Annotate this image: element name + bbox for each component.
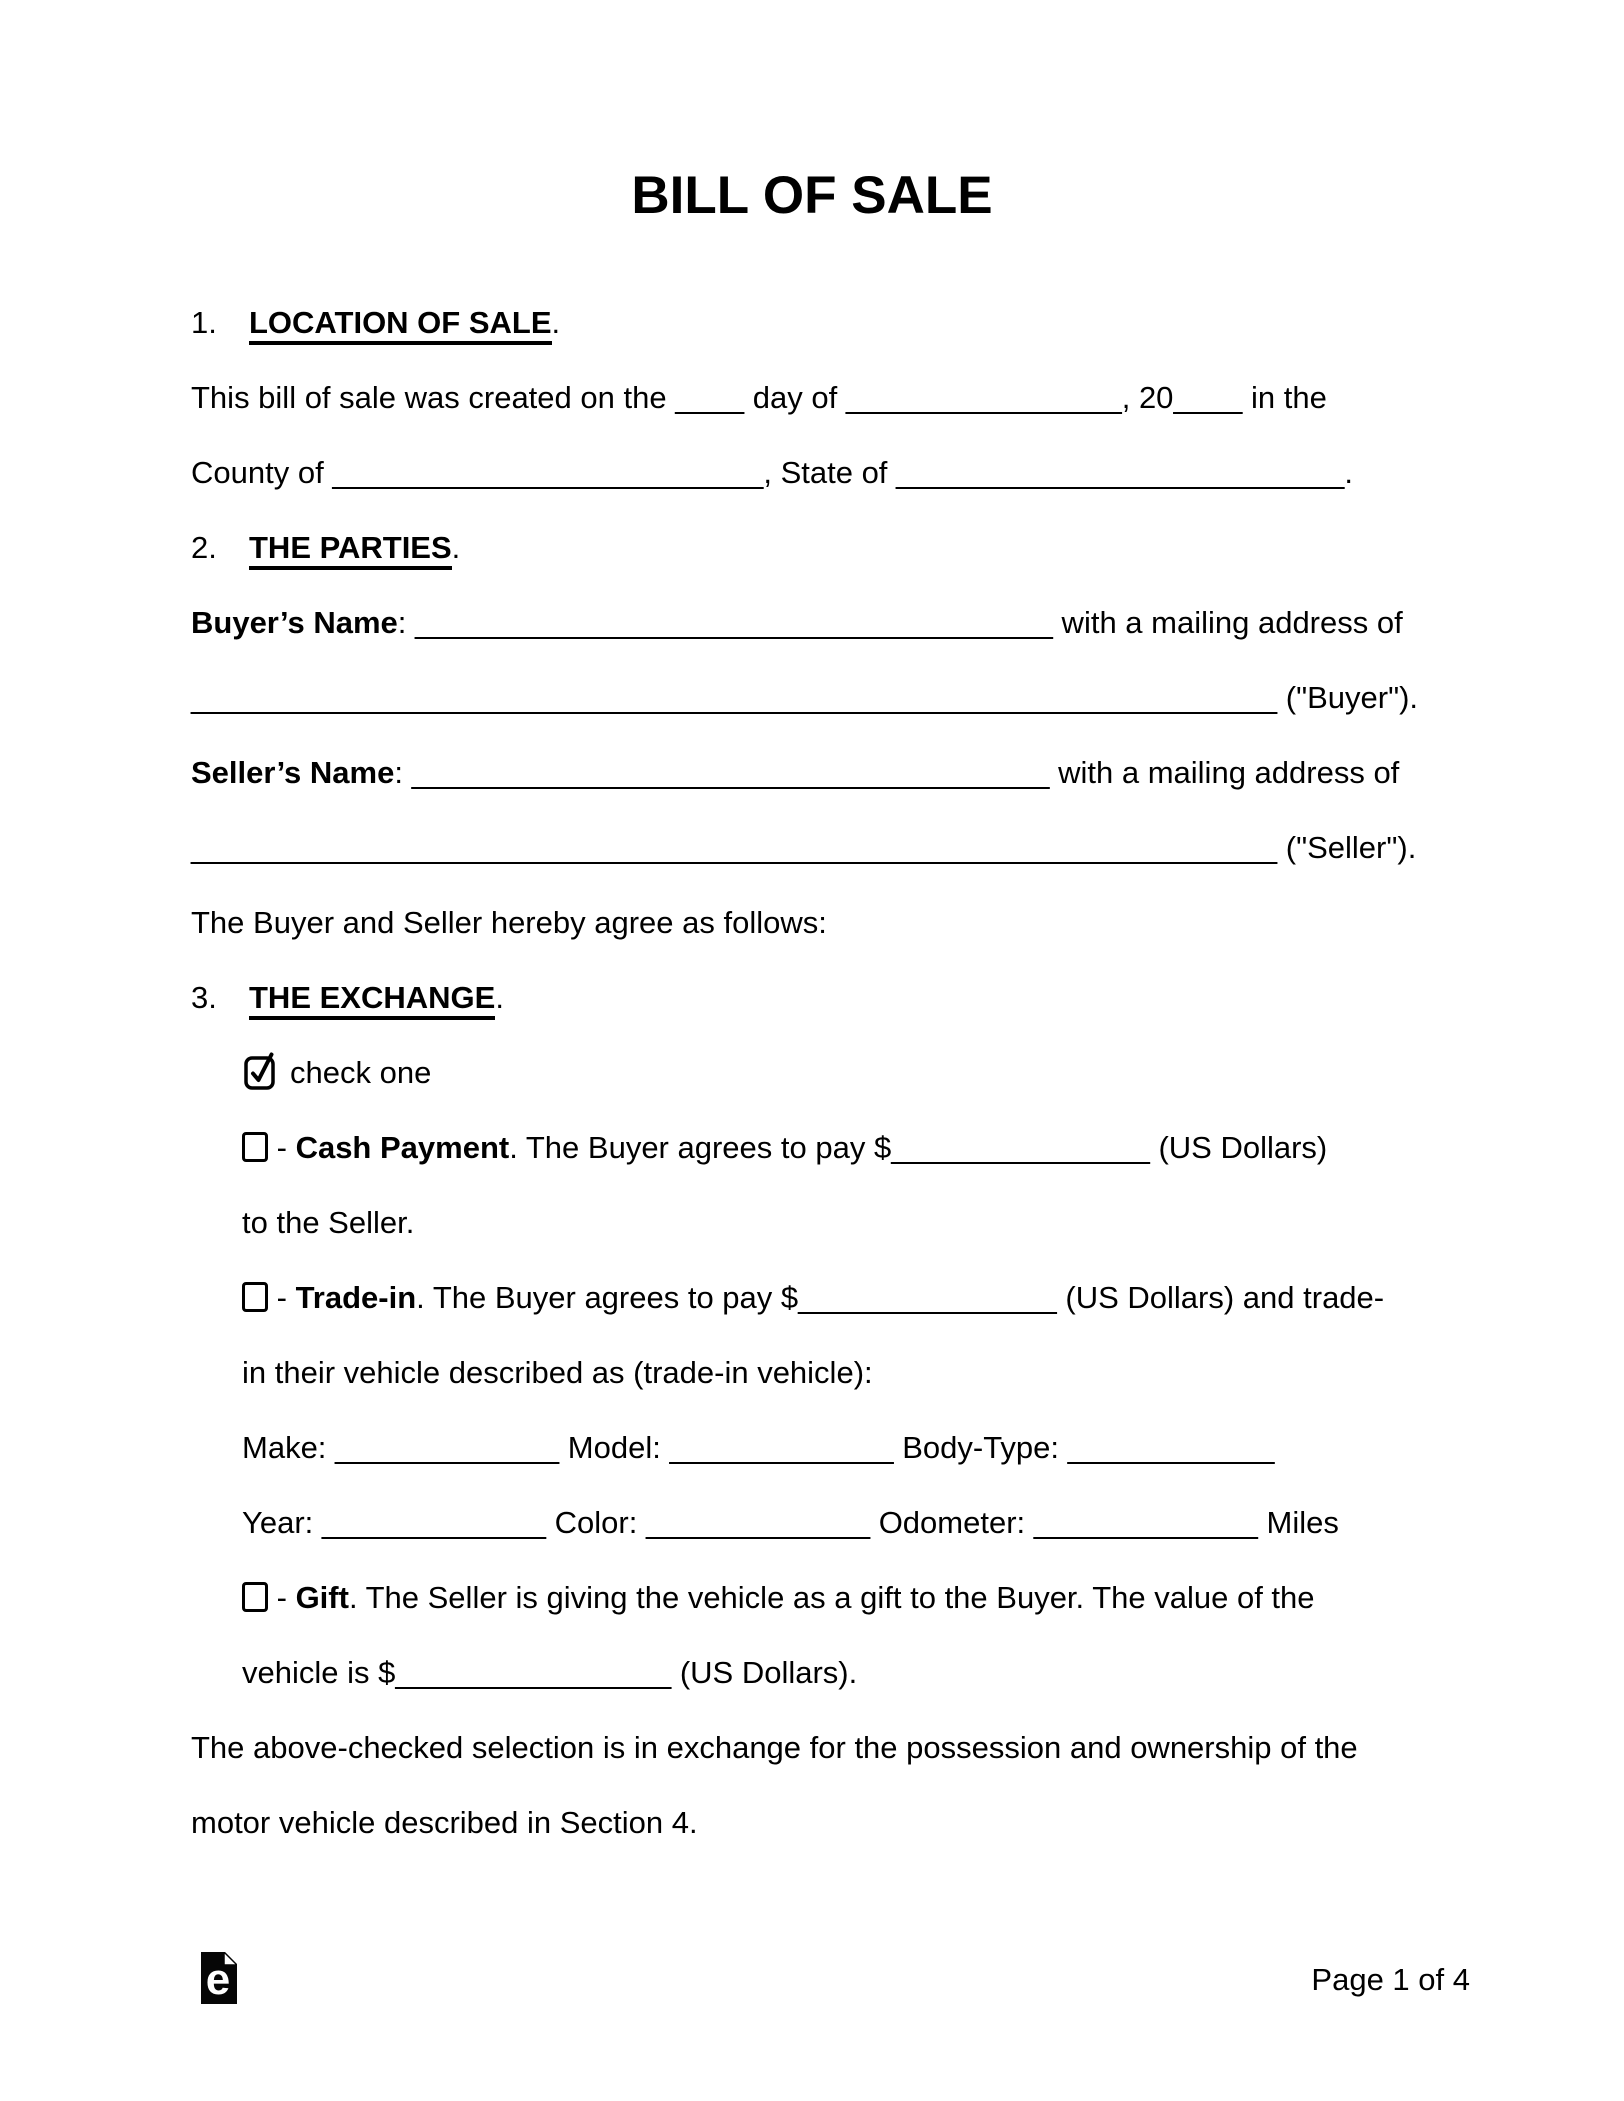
- gift-line: [191, 1560, 1451, 1635]
- document-body: [191, 285, 1451, 1860]
- year-label: Year:: [242, 1505, 322, 1540]
- comma-20-text: , 20: [1121, 380, 1174, 415]
- check-one-checkbox-icon[interactable]: [242, 1049, 278, 1091]
- seller-address-line: [191, 810, 1451, 885]
- cash-amount-blank[interactable]: _______________: [891, 1130, 1150, 1165]
- sale-year-blank[interactable]: ____: [1173, 380, 1243, 415]
- location-end-period: .: [1344, 455, 1353, 490]
- gift-text: . The Seller is giving the vehicle as a gift to the Buyer. The value of the: [348, 1580, 1315, 1615]
- buyer-name-blank[interactable]: _____________________________________: [415, 605, 1053, 640]
- cash-payment-checkbox[interactable]: [242, 1132, 268, 1162]
- cash-payment-label: Cash Payment: [295, 1130, 510, 1165]
- gift-line-2: [191, 1635, 1451, 1710]
- miles-label: Miles: [1257, 1505, 1339, 1540]
- body-type-blank[interactable]: ____________: [1067, 1430, 1275, 1465]
- location-sentence-line-1: [191, 360, 1451, 435]
- gift-dash: -: [268, 1580, 296, 1615]
- page-number: Page 1 of 4: [1311, 1962, 1470, 1997]
- buyer-mailing-text: with a mailing address of: [1052, 605, 1403, 640]
- closing-line-2: [191, 1785, 1451, 1860]
- trade-in-text: . The Buyer agrees to pay $: [416, 1280, 799, 1315]
- sale-day-blank[interactable]: ____: [675, 380, 745, 415]
- buyer-name-label: Buyer’s Name: [191, 605, 398, 640]
- make-label: Make:: [242, 1430, 336, 1465]
- trade-in-checkbox[interactable]: [242, 1282, 268, 1312]
- location-sentence-line-2: [191, 435, 1451, 510]
- eforms-logo: [201, 1952, 237, 2004]
- created-on-text: This bill of sale was created on the: [191, 380, 676, 415]
- county-blank[interactable]: _________________________: [332, 455, 764, 490]
- logo-letter: e: [205, 1955, 231, 2004]
- day-of-text: day of: [744, 380, 846, 415]
- gift-amount-blank[interactable]: ________________: [395, 1655, 672, 1690]
- closing-text-2: motor vehicle described in Section 4.: [191, 1805, 698, 1840]
- seller-name-line: [191, 735, 1451, 810]
- gift-label: Gift: [295, 1580, 349, 1615]
- color-label: Color:: [546, 1505, 646, 1540]
- trade-us-dollars-text: (US Dollars) and trade-: [1056, 1280, 1385, 1315]
- closing-line-1: [191, 1710, 1451, 1785]
- buyer-paren-text: ("Buyer").: [1277, 680, 1419, 715]
- sale-month-blank[interactable]: ________________: [845, 380, 1122, 415]
- seller-paren-text: ("Seller").: [1277, 830, 1417, 865]
- section-2-heading: THE PARTIES: [249, 530, 452, 570]
- closing-text-1: The above-checked selection is in exchange for the possession and ownership of the: [191, 1730, 1358, 1765]
- year-color-odometer-line: [191, 1485, 1451, 1560]
- gift-us-dollars-text: (US Dollars).: [671, 1655, 858, 1690]
- cash-us-dollars-text: (US Dollars): [1149, 1130, 1328, 1165]
- section-2-number: 2.: [191, 530, 217, 565]
- buyer-address-blank[interactable]: _______________________________________________________________: [191, 680, 1278, 715]
- trade-in-line-2: [191, 1335, 1451, 1410]
- buyer-address-line: [191, 660, 1451, 735]
- trade-vehicle-text: in their vehicle described as (trade-in vehicle):: [242, 1355, 873, 1390]
- seller-name-label: Seller’s Name: [191, 755, 395, 790]
- to-the-seller-text: to the Seller.: [242, 1205, 415, 1240]
- check-one-label: check one: [290, 1055, 432, 1090]
- cash-payment-line-2: [191, 1185, 1451, 1260]
- buyer-name-line: [191, 585, 1451, 660]
- section-1-heading: LOCATION OF SALE: [249, 305, 552, 345]
- state-blank[interactable]: __________________________: [896, 455, 1345, 490]
- seller-address-blank[interactable]: _______________________________________________________________: [191, 830, 1278, 865]
- agreement-intro-text: The Buyer and Seller hereby agree as follows:: [191, 905, 827, 940]
- section-2-heading-period: .: [451, 530, 461, 565]
- seller-name-colon: :: [394, 755, 412, 790]
- buyer-name-colon: :: [397, 605, 416, 640]
- section-3-heading-period: .: [495, 980, 504, 1015]
- section-3-number: 3.: [191, 980, 217, 1015]
- section-2-heading-line: [191, 510, 1451, 585]
- section-3-heading-line: [191, 960, 1451, 1035]
- trade-dash: -: [268, 1280, 296, 1315]
- make-blank[interactable]: _____________: [335, 1430, 560, 1465]
- section-1-heading-line: [191, 285, 1451, 360]
- section-1-heading-period: .: [551, 305, 561, 340]
- county-label: County of: [191, 455, 333, 490]
- agreement-intro-line: [191, 885, 1451, 960]
- model-blank[interactable]: _____________: [669, 1430, 894, 1465]
- seller-mailing-text: with a mailing address of: [1049, 755, 1400, 790]
- trade-in-line: [191, 1260, 1451, 1335]
- in-the-text: in the: [1242, 380, 1327, 415]
- gift-checkbox[interactable]: [242, 1582, 268, 1612]
- year-blank[interactable]: _____________: [321, 1505, 547, 1540]
- body-type-label: Body-Type:: [893, 1430, 1068, 1465]
- seller-name-blank[interactable]: _____________________________________: [411, 755, 1050, 790]
- check-one-line: [191, 1035, 1451, 1110]
- trade-amount-blank[interactable]: _______________: [798, 1280, 1057, 1315]
- cash-dash: -: [268, 1130, 296, 1165]
- odometer-blank[interactable]: _____________: [1033, 1505, 1258, 1540]
- page-title: BILL OF SALE: [631, 166, 993, 225]
- cash-payment-text: . The Buyer agrees to pay $: [509, 1130, 892, 1165]
- gift-value-text: vehicle is $: [242, 1655, 396, 1690]
- cash-payment-line: [191, 1110, 1451, 1185]
- trade-in-label: Trade-in: [295, 1280, 417, 1315]
- state-label: , State of: [763, 455, 897, 490]
- model-label: Model:: [559, 1430, 670, 1465]
- make-model-body-line: [191, 1410, 1451, 1485]
- section-3-heading: THE EXCHANGE: [249, 980, 495, 1020]
- color-blank[interactable]: _____________: [645, 1505, 871, 1540]
- section-1-number: 1.: [191, 305, 217, 340]
- odometer-label: Odometer:: [870, 1505, 1034, 1540]
